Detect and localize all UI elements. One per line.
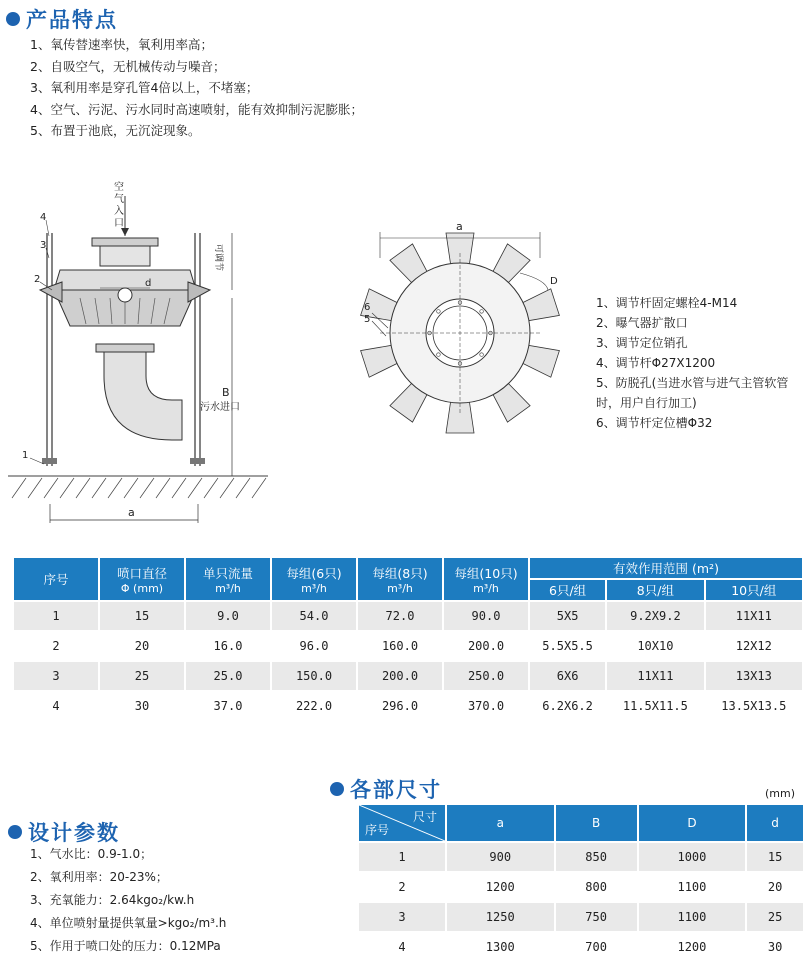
table-cell: 25.0	[185, 661, 271, 691]
top-label-5: 5	[364, 314, 371, 325]
table-cell: 20	[746, 872, 804, 902]
table-cell: 1	[13, 601, 99, 631]
bullet-dot-icon	[8, 825, 22, 839]
table-cell: 1100	[638, 902, 747, 932]
table-cell: 15	[99, 601, 185, 631]
table-cell: 30	[99, 691, 185, 721]
table-cell: 850	[555, 842, 638, 872]
table-row	[13, 691, 803, 721]
table-cell: 250.0	[443, 661, 529, 691]
feature-item: 2、自吸空气，无机械传动与噪音；	[30, 58, 226, 74]
table-cell: 296.0	[357, 691, 443, 721]
header-dim-d: d	[746, 804, 804, 842]
header-dim-D: D	[638, 804, 747, 842]
table-cell: 200.0	[443, 631, 529, 661]
feature-item: 4、空气、污泥、污水同时高速喷射，能有效抑制污泥膨胀；	[30, 101, 363, 117]
design-item: 4、单位喷射量提供氧量>kgo₂/m³.h	[30, 916, 227, 930]
bullet-dot-icon	[6, 12, 20, 26]
table-cell: 72.0	[357, 601, 443, 631]
table-cell: 6.2X6.2	[529, 691, 606, 721]
header-diameter: 喷口直径 Φ (mm)	[99, 557, 185, 601]
table-cell: 25	[746, 902, 804, 932]
parts-legend	[596, 293, 806, 433]
table-cell: 150.0	[271, 661, 357, 691]
features-list	[30, 34, 363, 142]
design-list	[30, 843, 226, 958]
legend-item: 2、曝气器扩散口	[596, 316, 688, 330]
table-cell: 30	[746, 932, 804, 960]
header-range-8: 8只/组	[606, 579, 704, 601]
dimensions-table	[357, 803, 805, 960]
table-row	[13, 631, 803, 661]
table-row	[358, 842, 804, 872]
table-cell: 1	[358, 842, 446, 872]
table-cell: 25	[99, 661, 185, 691]
top-label-6: 6	[364, 302, 371, 313]
design-item: 3、充氧能力：2.64kgo₂/kw.h	[30, 893, 195, 907]
table-cell: 1200	[446, 872, 555, 902]
header-range-6: 6只/组	[529, 579, 606, 601]
table-cell: 1200	[638, 932, 747, 960]
header-range: 有效作用范围 (m²)	[529, 557, 803, 579]
table-row	[358, 902, 804, 932]
top-view-diagram	[350, 218, 580, 448]
header-dim-a: a	[446, 804, 555, 842]
table-cell: 370.0	[443, 691, 529, 721]
label-a: a	[128, 506, 135, 519]
air-inlet-label-2: 气	[114, 194, 124, 205]
label-2: 2	[34, 274, 41, 285]
table-cell: 15	[746, 842, 804, 872]
features-title: 产品特点	[26, 8, 118, 32]
header-no: 序号	[13, 557, 99, 601]
dimensions-title: 各部尺寸	[350, 778, 442, 802]
table-cell: 1250	[446, 902, 555, 932]
header-dim-B: B	[555, 804, 638, 842]
label-d: d	[145, 278, 152, 289]
legend-item: 4、调节杆Φ27X1200	[596, 356, 716, 370]
table-cell: 1300	[446, 932, 555, 960]
table-cell: 11X11	[606, 661, 704, 691]
table-cell: 2	[13, 631, 99, 661]
air-inlet-label-3: 入	[114, 206, 124, 217]
top-label-a: a	[456, 220, 463, 233]
table-cell: 9.0	[185, 601, 271, 631]
table-cell: 160.0	[357, 631, 443, 661]
air-inlet-label-1: 空	[114, 182, 124, 193]
bolt-hole	[437, 353, 441, 357]
dimensions-heading	[330, 774, 442, 804]
corner-top-label: 尺寸	[412, 810, 437, 824]
table-cell: 800	[555, 872, 638, 902]
table-cell: 4	[358, 932, 446, 960]
top-label-D: D	[550, 276, 558, 287]
table-cell: 750	[555, 902, 638, 932]
label-4: 4	[40, 212, 47, 223]
table-row	[358, 872, 804, 902]
table-cell: 96.0	[271, 631, 357, 661]
table-cell: 16.0	[185, 631, 271, 661]
table-cell: 4	[13, 691, 99, 721]
table-row	[13, 661, 803, 691]
table-cell: 11X11	[705, 601, 803, 631]
table-cell: 200.0	[357, 661, 443, 691]
table-cell: 900	[446, 842, 555, 872]
table-cell: 2	[358, 872, 446, 902]
feature-item: 5、布置于池底，无沉淀现象。	[30, 123, 201, 138]
table-cell: 11.5X11.5	[606, 691, 704, 721]
design-item: 1、气水比：0.9-1.0；	[30, 847, 153, 861]
table-cell: 90.0	[443, 601, 529, 631]
design-item: 5、作用于喷口处的压力：0.12MPa	[30, 939, 221, 953]
side-elevation-diagram	[0, 178, 270, 523]
design-title: 设计参数	[28, 821, 120, 845]
table-cell: 700	[555, 932, 638, 960]
table-cell: 6X6	[529, 661, 606, 691]
header-group8: 每组(8只) m³/h	[357, 557, 443, 601]
table-cell: 9.2X9.2	[606, 601, 704, 631]
design-item: 2、氧利用率：20-23%；	[30, 870, 168, 884]
legend-item: 1、调节杆固定螺栓4-M14	[596, 296, 738, 310]
header-flow: 单只流量 m³/h	[185, 557, 271, 601]
table-cell: 5.5X5.5	[529, 631, 606, 661]
label-B: B	[222, 386, 230, 399]
header-group10: 每组(10只) m³/h	[443, 557, 529, 601]
label-3: 3	[40, 240, 47, 251]
bolt-hole	[480, 310, 484, 314]
table-cell: 5X5	[529, 601, 606, 631]
feature-item: 3、氧利用率是穿孔管4倍以上，不堵塞；	[30, 80, 259, 95]
feature-item: 1、氧传替速率快，氧利用率高；	[30, 37, 213, 52]
table-cell: 13.5X13.5	[705, 691, 803, 721]
air-inlet-label-4: 口	[114, 218, 124, 229]
dimensions-corner-header	[358, 804, 446, 842]
legend-item: 5、防脱孔(当进水管与进气主管软管时，用户自行加工)	[596, 376, 789, 410]
bolt-hole	[480, 353, 484, 357]
corner-bottom-label: 序号	[365, 823, 390, 837]
table-cell: 1100	[638, 872, 747, 902]
table-cell: 20	[99, 631, 185, 661]
adjust-label: 可调节	[213, 244, 223, 272]
table-cell: 3	[358, 902, 446, 932]
spec-table	[12, 556, 804, 722]
legend-item: 6、调节杆定位槽Φ32	[596, 416, 713, 430]
table-cell: 3	[13, 661, 99, 691]
features-heading	[6, 4, 118, 34]
label-1: 1	[22, 450, 29, 461]
table-row	[13, 601, 803, 631]
table-cell: 10X10	[606, 631, 704, 661]
sewage-inlet-label: 污水进口	[200, 402, 240, 413]
table-cell: 222.0	[271, 691, 357, 721]
header-group6: 每组(6只) m³/h	[271, 557, 357, 601]
legend-item: 3、调节定位销孔	[596, 336, 688, 350]
table-cell: 54.0	[271, 601, 357, 631]
table-cell: 12X12	[705, 631, 803, 661]
table-row	[358, 932, 804, 960]
header-range-10: 10只/组	[705, 579, 803, 601]
table-cell: 37.0	[185, 691, 271, 721]
bullet-dot-icon	[330, 782, 344, 796]
dimensions-unit: (mm)	[765, 787, 796, 800]
table-cell: 13X13	[705, 661, 803, 691]
bolt-hole	[437, 310, 441, 314]
table-cell: 1000	[638, 842, 747, 872]
